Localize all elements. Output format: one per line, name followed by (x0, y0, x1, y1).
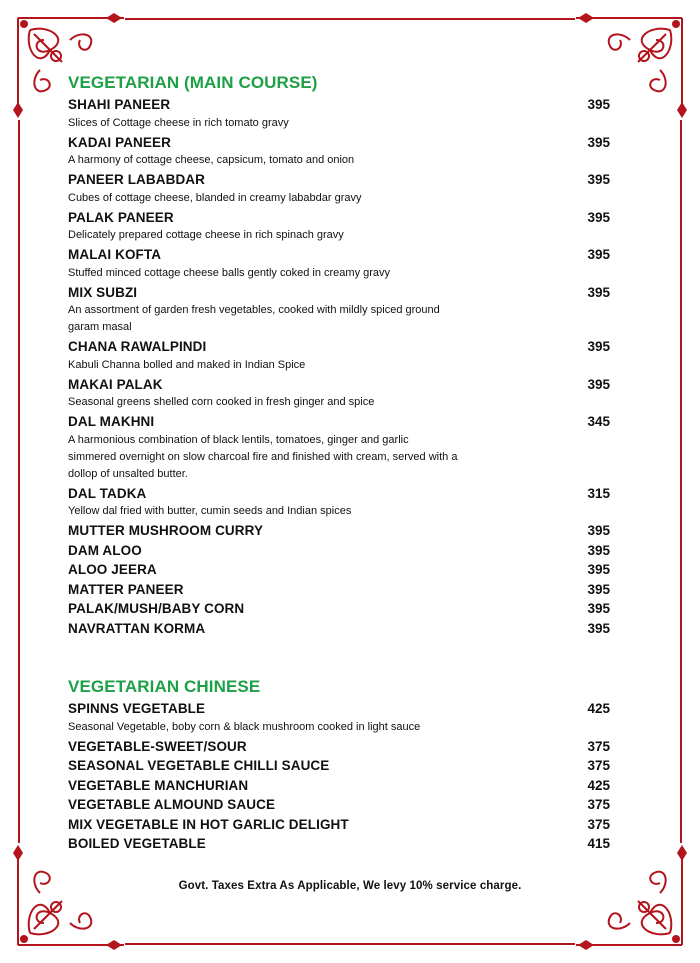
item-price: 375 (587, 816, 610, 832)
left-border-line (18, 120, 20, 843)
item-price: 395 (587, 209, 610, 225)
item-price: 395 (587, 562, 610, 577)
item-name: SHAHI PANEER (68, 97, 171, 112)
item-price: 395 (587, 97, 610, 112)
item-name: SPINNS VEGETABLE (68, 701, 206, 716)
menu-item (68, 337, 613, 374)
menu-item (68, 795, 613, 815)
item-price: 395 (587, 620, 610, 636)
item-price: 345 (587, 414, 610, 429)
right-border-line (680, 120, 682, 843)
item-name: KADAI PANEER (68, 134, 171, 150)
menu-item (68, 756, 613, 776)
item-price: 395 (587, 581, 610, 597)
item-price: 375 (587, 758, 610, 773)
menu-section (68, 71, 613, 638)
item-price: 375 (587, 797, 610, 812)
item-name: MATTER PANEER (68, 581, 184, 597)
item-price: 315 (587, 485, 610, 501)
item-name: MIX SUBZI (68, 284, 138, 300)
item-name: PALAK/MUSH/BABY CORN (68, 601, 245, 616)
item-price: 375 (587, 738, 610, 754)
item-description: Slices of Cottage cheese in rich tomato gravy (68, 116, 289, 129)
menu-item (68, 133, 613, 170)
item-price: 425 (587, 777, 610, 793)
item-name: MUTTER MUSHROOM CURRY (68, 523, 264, 538)
item-name: DAM ALOO (68, 542, 142, 558)
item-description: Cubes of cottage cheese, blanded in creamy lababdar gravy (68, 191, 362, 204)
menu-item (68, 170, 613, 207)
item-price: 395 (587, 172, 610, 187)
item-description: Seasonal Vegetable, boby corn & black mushroom cooked in light sauce (68, 720, 421, 733)
item-name: VEGETABLE MANCHURIAN (68, 777, 249, 793)
item-name: MAKAI PALAK (68, 376, 163, 392)
item-name: VEGETABLE ALMOUND SAUCE (68, 797, 276, 812)
item-name: DAL MAKHNI (68, 414, 155, 429)
item-price: 395 (587, 247, 610, 262)
item-price: 395 (587, 376, 610, 392)
item-name: CHANA RAWALPINDI (68, 339, 207, 354)
menu-item (68, 699, 613, 736)
item-name: SEASONAL VEGETABLE CHILLI SAUCE (68, 758, 330, 773)
item-name: DAL TADKA (68, 485, 147, 501)
menu-item (68, 484, 613, 521)
top-border-line (125, 18, 575, 20)
item-description: Stuffed minced cottage cheese balls gently coked in creamy gravy (68, 266, 391, 279)
item-price: 395 (587, 284, 610, 300)
item-description: An assortment of garden fresh vegetables, cooked with mildly spiced ground garam masal (68, 304, 440, 333)
item-price: 395 (587, 601, 610, 616)
item-price: 395 (587, 542, 610, 558)
menu-item (68, 375, 613, 412)
bottom-border-line (125, 943, 575, 945)
section-title: VEGETARIAN (MAIN COURSE) (68, 73, 318, 92)
item-description: Seasonal greens shelled corn cooked in fresh ginger and spice (68, 396, 375, 408)
item-name: NAVRATTAN KORMA (68, 620, 206, 636)
menu-item (68, 619, 613, 639)
item-name: PALAK PANEER (68, 209, 174, 225)
item-description: Yellow dal fried with butter, cumin seeds and Indian spices (68, 505, 352, 517)
menu-item (68, 412, 613, 483)
menu-item (68, 834, 613, 854)
item-description: A harmonious combination of black lentils, tomatoes, ginger and garlic simmered overnight on slow charcoal fire and finished with cream, served with a dollop of unsalted butter. (68, 433, 458, 480)
item-description: Delicately prepared cottage cheese in rich spinach gravy (68, 229, 344, 241)
menu-item (68, 541, 613, 561)
menu-item (68, 521, 613, 541)
menu-item (68, 815, 613, 835)
item-name: VEGETABLE-SWEET/SOUR (68, 738, 247, 754)
tax-note: Govt. Taxes Extra As Applicable, We levy 10% service charge. (178, 880, 522, 892)
menu-item (68, 245, 613, 282)
item-description: Kabuli Channa bolled and maked in Indian Spice (68, 358, 306, 371)
ornamental-corner-icon (10, 843, 130, 953)
ornamental-corner-icon (570, 843, 690, 953)
menu-item (68, 560, 613, 580)
section-title: VEGETARIAN CHINESE (68, 677, 261, 696)
item-description: A harmony of cottage cheese, capsicum, tomato and onion (68, 154, 355, 166)
item-price: 395 (587, 134, 610, 150)
menu-item (68, 283, 613, 337)
item-name: PANEER LABABDAR (68, 172, 206, 187)
menu-item (68, 776, 613, 796)
menu-content (68, 71, 613, 854)
item-name: MALAI KOFTA (68, 247, 162, 262)
item-name: MIX VEGETABLE IN HOT GARLIC DELIGHT (68, 816, 349, 832)
item-price: 395 (587, 339, 610, 354)
item-price: 395 (587, 523, 610, 538)
item-price: 415 (587, 836, 610, 851)
menu-item (68, 580, 613, 600)
item-name: BOILED VEGETABLE (68, 836, 206, 851)
menu-item (68, 95, 613, 132)
item-price: 425 (587, 701, 610, 716)
menu-item (68, 737, 613, 757)
menu-item (68, 599, 613, 619)
menu-item (68, 208, 613, 245)
menu-section (68, 675, 613, 854)
item-name: ALOO JEERA (68, 562, 157, 577)
